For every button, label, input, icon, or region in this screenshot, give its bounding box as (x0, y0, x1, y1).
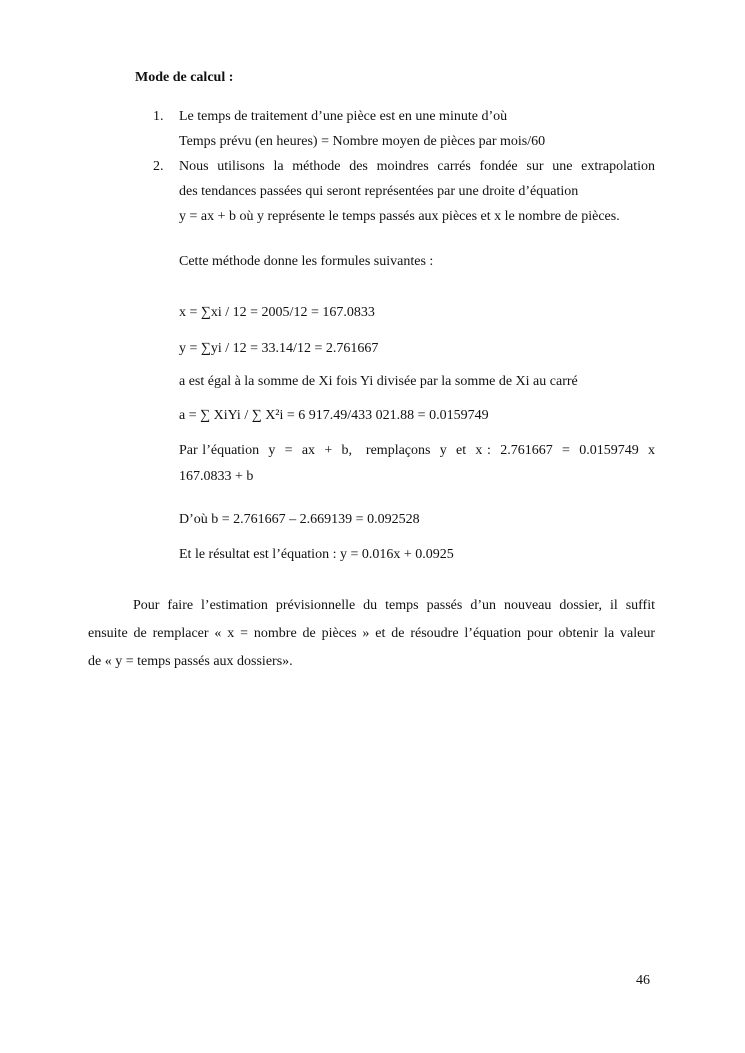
list-item-text: Nous utilisons la méthode des moindres carrés fondée sur une extrapolation (179, 159, 655, 174)
formula-a-definition: a est égal à la somme de Xi fois Yi divisée par la somme de Xi au carré (179, 374, 578, 389)
formula-equation-line2: 167.0833 + b (179, 469, 254, 484)
conclusion-line: ensuite de remplacer « x = nombre de pièces » et de résoudre l’équation pour obtenir la valeur (88, 626, 655, 641)
list-item-text: des tendances passées qui seront représentées par une droite d’équation (179, 184, 579, 199)
list-item-number: 1. (153, 109, 164, 124)
formula-result: Et le résultat est l’équation : y = 0.016x + 0.0925 (179, 547, 454, 562)
formula-b-value: D’où b = 2.761667 – 2.669139 = 0.092528 (179, 512, 420, 527)
conclusion-line: de « y = temps passés aux dossiers». (88, 654, 293, 669)
formula-a-value: a = ∑ XiYi / ∑ X²i = 6 917.49/433 021.88 = 0.0159749 (179, 408, 489, 423)
list-item-text: Le temps de traitement d’une pièce est en une minute d’où (179, 109, 508, 124)
formulas-intro: Cette méthode donne les formules suivantes : (179, 254, 434, 269)
formula-y-mean: y = ∑yi / 12 = 33.14/12 = 2.761667 (179, 341, 379, 356)
formula-equation-line1: Par l’équation y = ax + b, remplaçons y et x : 2.761667 = 0.0159749 x (179, 443, 655, 458)
conclusion-line: Pour faire l’estimation prévisionnelle du temps passés d’un nouveau dossier, il suffit (133, 598, 655, 613)
section-heading: Mode de calcul : (135, 70, 234, 85)
list-item-number: 2. (153, 159, 164, 174)
list-item-text: y = ax + b où y représente le temps passés aux pièces et x le nombre de pièces. (179, 209, 620, 224)
page-number: 46 (636, 973, 650, 988)
formula-x-mean: x = ∑xi / 12 = 2005/12 = 167.0833 (179, 305, 375, 320)
list-item-text: Temps prévu (en heures) = Nombre moyen de pièces par mois/60 (179, 134, 546, 149)
